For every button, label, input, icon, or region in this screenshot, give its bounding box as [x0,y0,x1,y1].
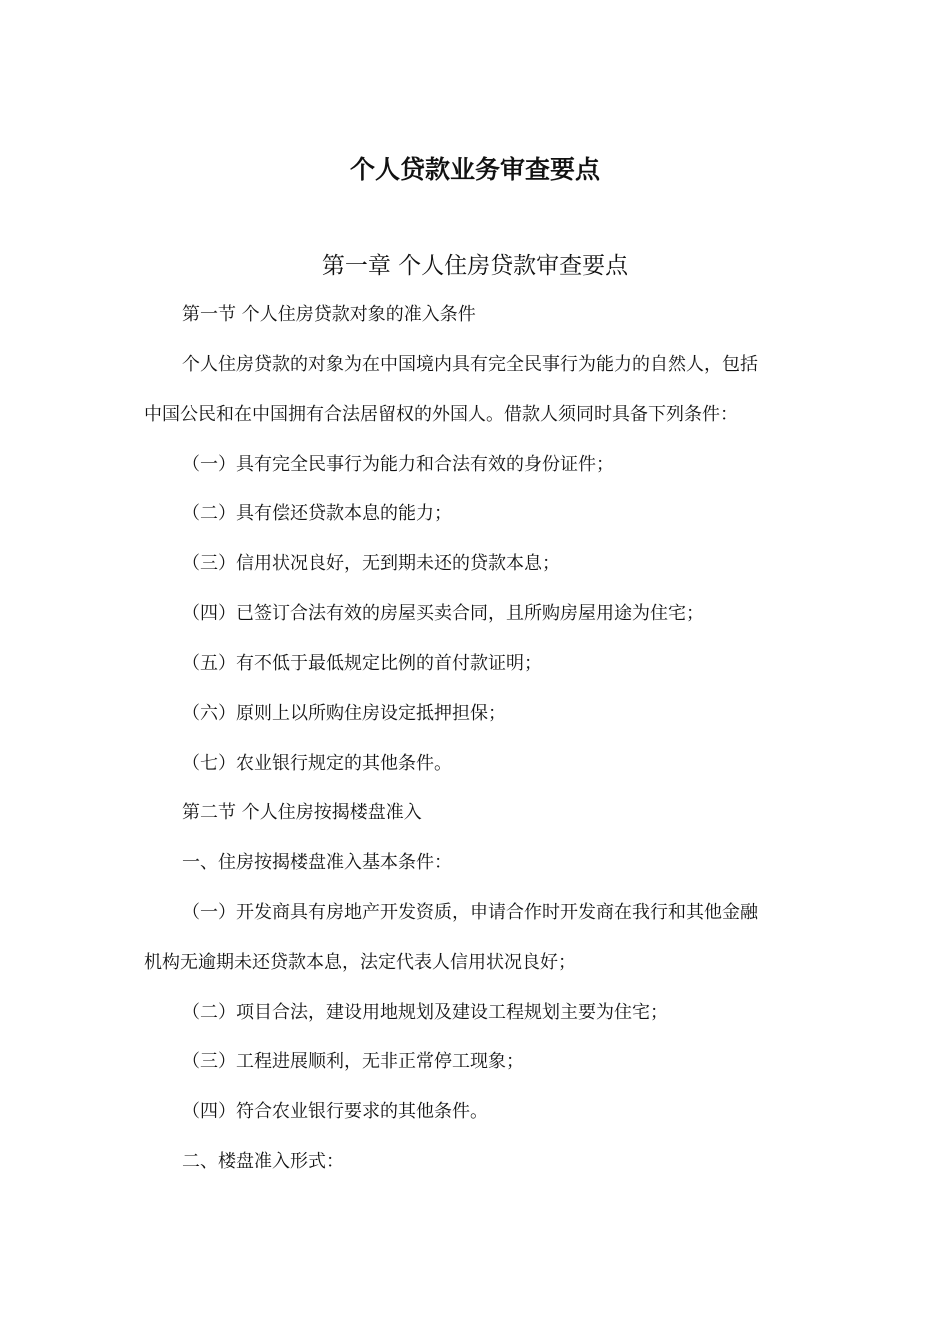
list-item: （三）工程进展顺利，无非正常停工现象； [182,1051,524,1072]
paragraph-line: 个人住房贷款的对象为在中国境内具有完全民事行为能力的自然人，包括 [182,354,758,375]
section-heading-1: 第一节 个人住房贷款对象的准入条件 [182,304,476,325]
list-item: （四）已签订合法有效的房屋买卖合同，且所购房屋用途为住宅； [182,603,704,624]
list-item: （五）有不低于最低规定比例的首付款证明； [182,653,542,674]
subheading: 二、楼盘准入形式： [182,1151,344,1172]
document-title: 个人贷款业务审查要点 [349,155,600,184]
list-item: （一）开发商具有房地产开发资质，申请合作时开发商在我行和其他金融 [182,902,758,923]
list-item: （一）具有完全民事行为能力和合法有效的身份证件； [182,454,614,475]
list-item: （七）农业银行规定的其他条件。 [182,753,452,774]
list-item: （六）原则上以所购住房设定抵押担保； [182,703,506,724]
list-item: （二）具有偿还贷款本息的能力； [182,503,452,524]
list-item: （四）符合农业银行要求的其他条件。 [182,1101,488,1122]
subheading: 一、住房按揭楼盘准入基本条件： [182,852,452,873]
section-heading-2: 第二节 个人住房按揭楼盘准入 [182,802,422,823]
list-item: （三）信用状况良好，无到期未还的贷款本息； [182,553,560,574]
paragraph-line: 机构无逾期未还贷款本息，法定代表人信用状况良好； [144,952,576,973]
list-item: （二）项目合法，建设用地规划及建设工程规划主要为住宅； [182,1002,668,1023]
paragraph-line: 中国公民和在中国拥有合法居留权的外国人。借款人须同时具备下列条件： [144,404,738,425]
chapter-title: 第一章 个人住房贷款审查要点 [321,253,629,279]
